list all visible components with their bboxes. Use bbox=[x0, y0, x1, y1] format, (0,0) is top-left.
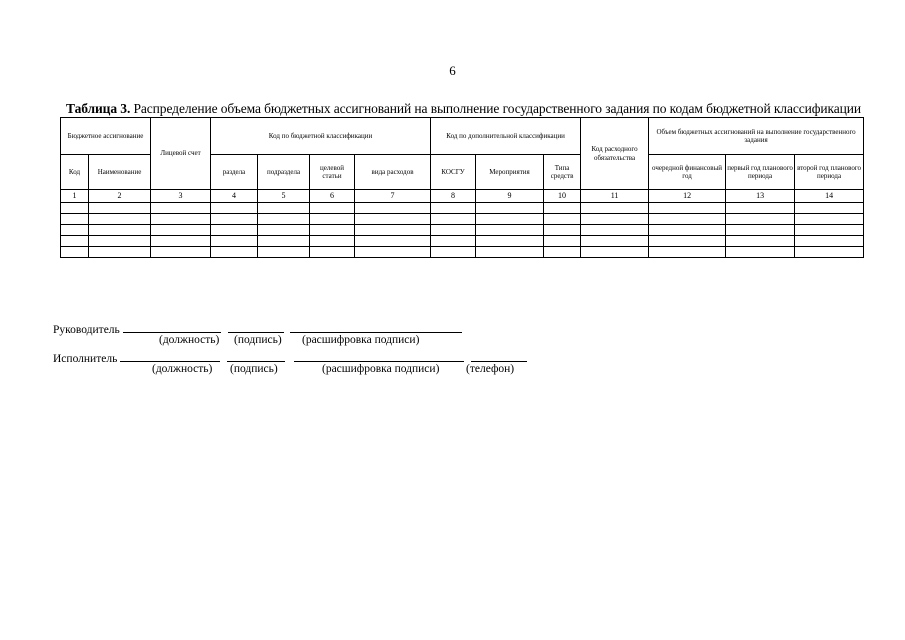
table-row bbox=[61, 247, 864, 258]
executor-decoding-caption: (расшифровка подписи) bbox=[322, 363, 440, 375]
table-row bbox=[61, 203, 864, 214]
column-number: 1 bbox=[61, 190, 89, 203]
column-number-row bbox=[61, 190, 864, 203]
header-budget-classification: Код по бюджетной классификации bbox=[211, 118, 431, 155]
table-row bbox=[61, 225, 864, 236]
page-number: 6 bbox=[449, 63, 456, 78]
executor-phone-field[interactable] bbox=[471, 350, 527, 362]
column-number: 8 bbox=[431, 190, 476, 203]
column-number: 14 bbox=[795, 190, 864, 203]
executor-position-caption: (должность) bbox=[152, 363, 213, 375]
column-number: 13 bbox=[726, 190, 795, 203]
head-decoding-field[interactable] bbox=[290, 321, 462, 333]
budget-allocation-table bbox=[60, 117, 864, 258]
header-additional-classification: Код по дополнительной классификации bbox=[431, 118, 581, 155]
column-number: 4 bbox=[211, 190, 258, 203]
head-signature-caption: (подпись) bbox=[234, 334, 282, 346]
column-number: 6 bbox=[310, 190, 355, 203]
header-section: раздела bbox=[211, 155, 258, 190]
table-title-number: Таблица 3. bbox=[66, 101, 131, 116]
column-number: 11 bbox=[581, 190, 649, 203]
column-number: 3 bbox=[151, 190, 211, 203]
executor-phone-caption: (телефон) bbox=[466, 363, 515, 375]
column-number: 12 bbox=[649, 190, 726, 203]
header-kosgu: КОСГУ bbox=[431, 155, 476, 190]
header-name: Наименование bbox=[89, 155, 151, 190]
header-funds-type: Типа средств bbox=[544, 155, 581, 190]
header-row-1 bbox=[61, 118, 864, 155]
executor-decoding-field[interactable] bbox=[294, 350, 464, 362]
column-number: 9 bbox=[476, 190, 544, 203]
header-target-article: целевой статьи bbox=[310, 155, 355, 190]
head-signature-field[interactable] bbox=[228, 321, 284, 333]
header-current-year: очередной финансовый год bbox=[649, 155, 726, 190]
table-title bbox=[66, 101, 861, 117]
executor-signature-line bbox=[53, 350, 527, 365]
head-position-field[interactable] bbox=[123, 321, 221, 333]
executor-label: Исполнитель bbox=[53, 353, 118, 365]
header-first-plan-year: первый год планового периода bbox=[726, 155, 795, 190]
header-allocation-volume: Объем бюджетных ассигнований на выполнение государственного задания bbox=[649, 118, 864, 155]
header-events: Мероприятия bbox=[476, 155, 544, 190]
table-row bbox=[61, 236, 864, 247]
header-second-plan-year: второй год планового периода bbox=[795, 155, 864, 190]
table-row bbox=[61, 214, 864, 225]
column-number: 2 bbox=[89, 190, 151, 203]
header-expense-type: вида расходов bbox=[355, 155, 431, 190]
header-personal-account: Лицевой счет bbox=[151, 118, 211, 190]
header-code: Код bbox=[61, 155, 89, 190]
column-number: 7 bbox=[355, 190, 431, 203]
executor-signature-field[interactable] bbox=[227, 350, 285, 362]
table-title-text: Распределение объема бюджетных ассигнований на выполнение государственного задания по кодам бюджетной классификации bbox=[130, 101, 862, 116]
header-subsection: подраздела bbox=[258, 155, 310, 190]
executor-position-field[interactable] bbox=[120, 350, 220, 362]
executor-signature-caption: (подпись) bbox=[230, 363, 278, 375]
header-budget-allocation: Бюджетное ассигнование bbox=[61, 118, 151, 155]
head-position-caption: (должность) bbox=[159, 334, 220, 346]
column-number: 10 bbox=[544, 190, 581, 203]
head-label: Руководитель bbox=[53, 324, 120, 336]
head-decoding-caption: (расшифровка подписи) bbox=[302, 334, 420, 346]
column-number: 5 bbox=[258, 190, 310, 203]
header-expense-obligation: Код расходного обязательства bbox=[581, 118, 649, 190]
